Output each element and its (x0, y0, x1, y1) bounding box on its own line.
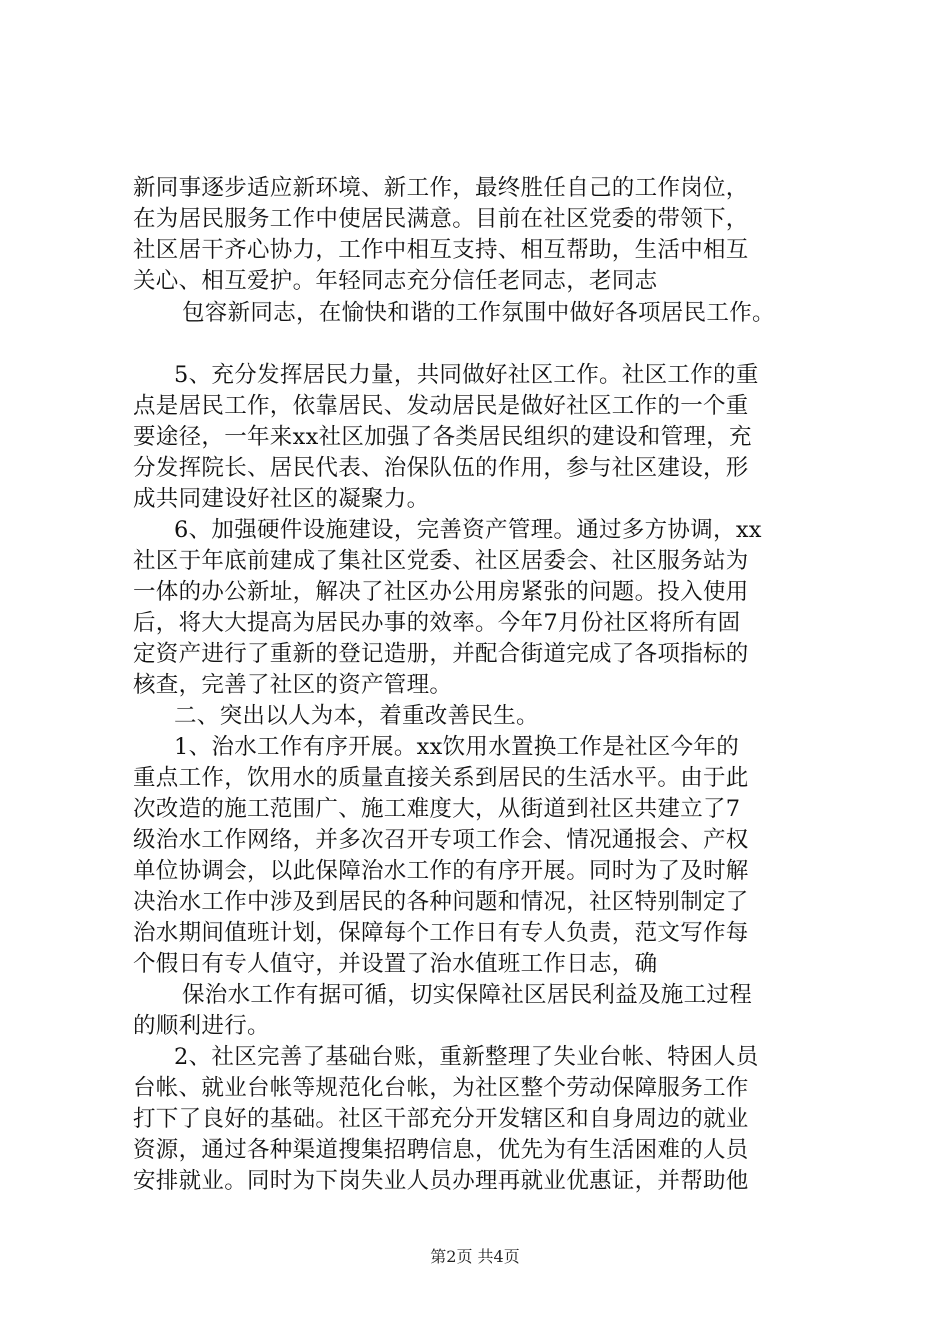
paragraph-first-line: 1、治水工作有序开展。xx饮用水置换工作是社区今年的 (174, 734, 739, 760)
body-text-line: 要途径，一年来xx社区加强了各类居民组织的建设和管理，充 (133, 424, 752, 450)
body-text-line: 的顺利进行。 (133, 1013, 270, 1039)
body-text-line: 新同事逐步适应新环境、新工作，最终胜任自己的工作岗位， (133, 175, 749, 201)
body-text-line: 打下了良好的基础。社区干部充分开发辖区和自身周边的就业 (133, 1106, 749, 1132)
body-text-line: 在为居民服务工作中使居民满意。目前在社区党委的带领下， (133, 206, 749, 232)
body-text-line: 保治水工作有据可循，切实保障社区居民利益及施工过程 (182, 982, 753, 1008)
body-text-line: 社区于年底前建成了集社区党委、社区居委会、社区服务站为 (133, 548, 749, 574)
body-text-line: 后，将大大提高为居民办事的效率。今年7月份社区将所有固 (133, 610, 741, 636)
body-text-line: 一体的办公新址，解决了社区办公用房紧张的问题。投入使用 (133, 579, 749, 605)
body-text-line: 成共同建设好社区的凝聚力。 (133, 486, 430, 512)
paragraph-first-line: 6、加强硬件设施建设，完善资产管理。通过多方协调，xx (174, 517, 762, 543)
body-text-line: 台帐、就业台帐等规范化台帐，为社区整个劳动保障服务工作 (133, 1075, 749, 1101)
body-text-line: 点是居民工作，依靠居民、发动居民是做好社区工作的一个重 (133, 393, 749, 419)
section-heading: 二、突出以人为本，着重改善民生。 (174, 703, 539, 729)
body-text-line: 安排就业。同时为下岗失业人员办理再就业优惠证，并帮助他 (133, 1168, 749, 1194)
body-text-line: 单位协调会，以此保障治水工作的有序开展。同时为了及时解 (133, 858, 749, 884)
body-text-line: 次改造的施工范围广、施工难度大，从街道到社区共建立了7 (133, 796, 741, 822)
body-text-line: 社区居干齐心协力，工作中相互支持、相互帮助，生活中相互 (133, 237, 749, 263)
paragraph-first-line: 5、充分发挥居民力量，共同做好社区工作。社区工作的重 (174, 362, 759, 388)
body-text-line: 级治水工作网络，并多次召开专项工作会、情况通报会、产权 (133, 827, 749, 853)
body-text-line: 资源，通过各种渠道搜集招聘信息，优先为有生活困难的人员 (133, 1137, 749, 1163)
body-text-line: 关心、相互爱护。年轻同志充分信任老同志，老同志 (133, 268, 658, 294)
body-text-line: 包容新同志，在愉快和谐的工作氛围中做好各项居民工作。 (182, 300, 775, 326)
body-text-line: 治水期间值班计划，保障每个工作日有专人负责，范文写作每 (133, 920, 749, 946)
body-text-line: 决治水工作中涉及到居民的各种问题和情况，社区特别制定了 (133, 889, 749, 915)
body-text-line: 核查，完善了社区的资产管理。 (133, 672, 453, 698)
page-number-footer: 第2页 共4页 (430, 1247, 520, 1266)
body-text-line: 个假日有专人值守，并设置了治水值班工作日志，确 (133, 951, 658, 977)
body-text-line: 分发挥院长、居民代表、治保队伍的作用，参与社区建设，形 (133, 455, 749, 481)
body-text-line: 重点工作，饮用水的质量直接关系到居民的生活水平。由于此 (133, 765, 749, 791)
paragraph-first-line: 2、社区完善了基础台账，重新整理了失业台帐、特困人员 (174, 1044, 759, 1070)
body-text-line: 定资产进行了重新的登记造册，并配合街道完成了各项指标的 (133, 641, 749, 667)
